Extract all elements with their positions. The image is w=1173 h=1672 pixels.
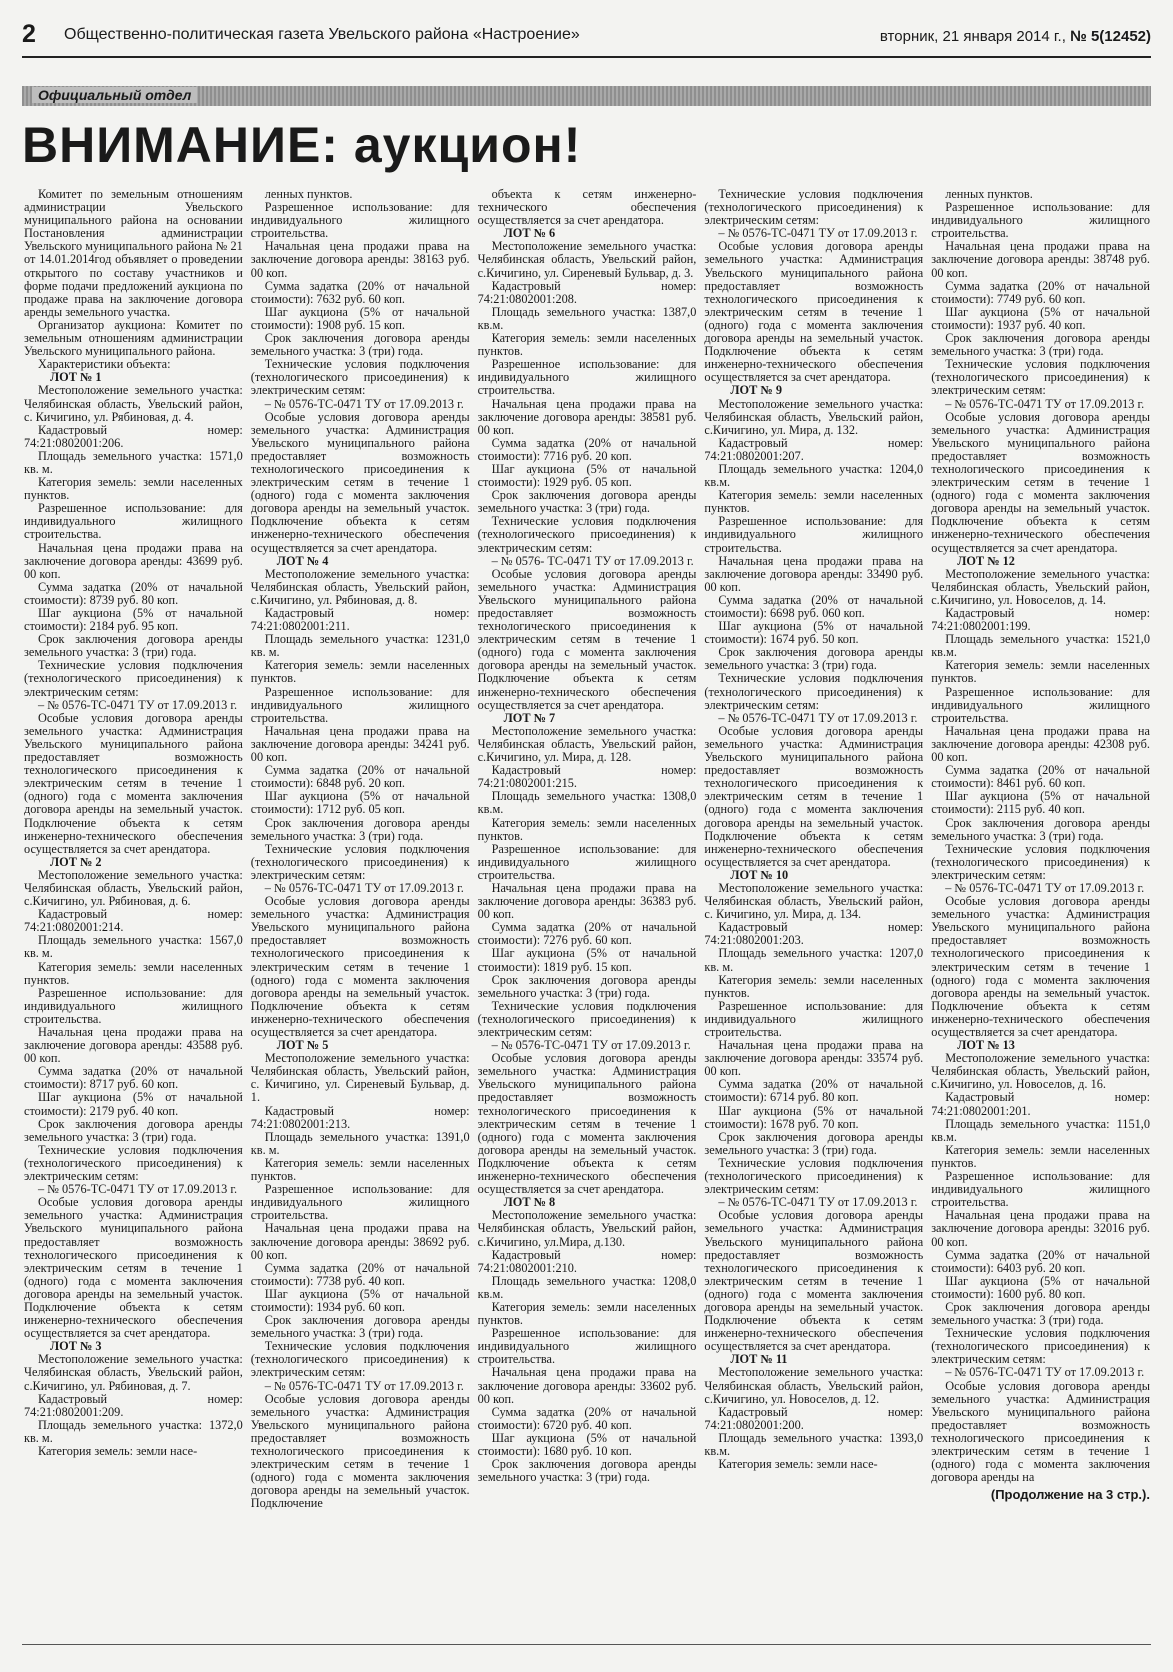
paragraph: Технические условия подключения (технологического присоединения) к электрическим сетям: — [704, 1155, 924, 1197]
paragraph: Начальная цена продажи права на заключение договора аренды: 43588 руб. 00 коп. — [24, 1025, 243, 1066]
paragraph: Особые условия договора аренды земельного участка: Администрация Увельского муниципального района предоставляет возможность технологического присоединения к электрическим сетям в течение 1 (одного) года с момента заключения договора аренды на земельный участок. Подключение объекта к сетям инженерно-технического обеспечения осуществляется за счет арендатора. — [477, 566, 697, 712]
paragraph: Разрешенное использование: для индивидуального жилищного строительства. — [704, 998, 924, 1039]
paragraph: Кадастровый номер: 74:21:0802001:209. — [24, 1391, 243, 1419]
paragraph: Особые условия договора аренды земельного участка: Администрация Увельского муниципального района предоставляет возможность технологического присоединения к электрическим сетям в течение 1 (одного) года с момента заключения договора аренды на земельный участок. Подключение объекта к сетям инженерно-технического обеспечения осуществляется за счет арендатора. — [931, 894, 1150, 1039]
paragraph: Местоположение земельного участка: Челябинская область, Увельский район, с.Кичигино, ул. Новоселов, д. 16. — [931, 1051, 1150, 1092]
paragraph: Разрешенное использование: для индивидуального жилищного строительства. — [477, 357, 697, 398]
column-2 — [251, 188, 470, 1636]
paragraph: Разрешенное использование: для индивидуального жилищного строительства. — [250, 684, 470, 725]
lot-heading: ЛОТ № 8 — [503, 1195, 556, 1210]
paragraph: Площадь земельного участка: 1387,0 кв.м. — [477, 304, 697, 332]
paragraph: Начальная цена продажи права на заключение договора аренды: 38692 руб. 00 коп. — [250, 1221, 470, 1262]
paragraph: – № 0576-ТС-0471 ТУ от 17.09.2013 г. — [491, 1038, 691, 1053]
lot-heading: ЛОТ № 5 — [276, 1038, 329, 1053]
paragraph: Кадастровый номер: 74:21:0802001:200. — [704, 1404, 924, 1432]
section-label: Официальный отдел — [32, 87, 197, 103]
paragraph: Сумма задатка (20% от начальной стоимости): 7632 руб. 60 коп. — [250, 278, 470, 306]
paragraph: Разрешенное использование: для индивидуального жилищного строительства. — [24, 985, 243, 1026]
paragraph: Площадь земельного участка: 1391,0 кв. м. — [250, 1129, 470, 1157]
paragraph: Шаг аукциона (5% от начальной стоимости): 1674 руб. 50 коп. — [704, 619, 924, 647]
paragraph: ленных пунктов. — [945, 188, 1033, 201]
lot-heading: ЛОТ № 12 — [957, 553, 1015, 568]
paragraph: Срок заключения договора аренды земельного участка: 3 (три) года. — [704, 645, 924, 673]
paragraph: Разрешенное использование: для индивидуального жилищного строительства. — [24, 501, 243, 542]
paragraph: Кадастровый номер: 74:21:0802001:199. — [931, 606, 1150, 634]
paragraph: Сумма задатка (20% от начальной стоимости): 6848 руб. 20 коп. — [250, 763, 470, 791]
section-bar — [22, 86, 1151, 106]
paragraph: Начальная цена продажи права на заключение договора аренды: 42308 руб. 00 коп. — [931, 723, 1150, 765]
paragraph: Срок заключения договора аренды земельного участка: 3 (три) года. — [931, 331, 1150, 359]
paragraph: Шаг аукциона (5% от начальной стоимости): 1937 руб. 40 коп. — [931, 304, 1150, 332]
paragraph: Местоположение земельного участка: Челябинская область, Увельский район, с.Кичигино, ул. Мира, д. 128. — [477, 723, 697, 765]
paragraph: Особые условия договора аренды земельного участка: Администрация Увельского муниципального района предоставляет возможность технологического присоединения к электрическим сетям в течение 1 (одного) года с момента заключения договора аренды на земельный участок. Подключение объекта к сетям инженерно-технического обеспечения осуществляется за счет арендатора. — [24, 1195, 243, 1341]
paragraph: Сумма задатка (20% от начальной стоимости): 6720 руб. 40 коп. — [477, 1404, 697, 1432]
paragraph: Категория земель: земли населенных пунктов. — [477, 815, 697, 843]
paragraph: Начальная цена продажи права на заключение договора аренды: 34241 руб. 00 коп. — [250, 723, 470, 765]
paragraph: Начальная цена продажи права на заключение договора аренды: 38748 руб. 00 коп. — [931, 239, 1150, 280]
paragraph: Технические условия подключения (технологического присоединения) к электрическим сетям: — [477, 998, 697, 1039]
paragraph: Особые условия договора аренды земельного участка: Администрация Увельского муниципального района предоставляет возможность технологического присоединения к электрическим сетям в течение 1 (одного) года с момента заключения договора аренды на земельный участок. Подключение объекта к сетям инженерно-технического обеспечения осуществляется за счет арендатора. — [704, 239, 924, 385]
paragraph: Кадастровый номер: 74:21:0802001:211. — [250, 606, 470, 634]
paragraph: Технические условия подключения (технологического присоединения) к электрическим сетям: — [250, 841, 470, 882]
paragraph: Сумма задатка (20% от начальной стоимости): 7749 руб. 60 коп. — [931, 278, 1150, 306]
paragraph: Категория земель: земли насе- — [38, 1444, 198, 1458]
paragraph: Категория земель: земли населенных пунктов. — [24, 959, 243, 987]
paragraph: Технические условия подключения (технологического присоединения) к электрическим сетям: — [931, 1326, 1150, 1367]
paragraph: Технические условия подключения (технологического присоединения) к электрическим сетям: — [931, 841, 1150, 882]
paragraph: Технические условия подключения (технологического присоединения) к электрическим сетям: — [931, 357, 1150, 398]
paragraph: Шаг аукциона (5% от начальной стоимости): 1908 руб. 15 коп. — [250, 304, 470, 332]
paragraph: Шаг аукциона (5% от начальной стоимости): 1819 руб. 15 коп. — [477, 946, 697, 974]
issue-number: № 5(12452) — [1070, 28, 1151, 45]
issue-info — [880, 28, 1151, 45]
paragraph: – № 0576-ТС-0471 ТУ от 17.09.2013 г. — [718, 226, 918, 241]
paragraph: Местоположение земельного участка: Челябинская область, Увельский район, с.Кичигино, ул. Мира, д. 132. — [704, 396, 924, 437]
lot-heading: ЛОТ № 11 — [730, 1352, 788, 1367]
paragraph: Шаг аукциона (5% от начальной стоимости): 1680 руб. 10 коп. — [477, 1430, 697, 1458]
paragraph: Сумма задатка (20% от начальной стоимости): 8739 руб. 80 коп. — [24, 579, 243, 607]
paragraph: Особые условия договора аренды земельного участка: Администрация Увельского муниципального района предоставляет возможность технологического присоединения к электрическим сетям в течение 1 (одного) года с момента заключения договора аренды на — [931, 1378, 1150, 1485]
paragraph: Особые условия договора аренды земельного участка: Администрация Увельского муниципального района предоставляет возможность технологического присоединения к электрическим сетям в течение 1 (одного) года с момента заключения договора аренды на земельный участок. Подключение — [250, 1391, 470, 1511]
paragraph: Организатор аукциона: Комитет по земельным отношениям администрации Увельского муниципального района. — [24, 317, 243, 359]
article-columns — [24, 188, 1150, 1636]
paragraph: Категория земель: земли населенных пунктов. — [250, 1155, 470, 1184]
paragraph: – № 0576-ТС-0471 ТУ от 17.09.2013 г. — [264, 880, 464, 895]
lot-heading: ЛОТ № 6 — [503, 226, 556, 241]
paragraph: Кадастровый номер: 74:21:0802001:206. — [24, 422, 243, 450]
paragraph: Особые условия договора аренды земельного участка: Администрация Увельского муниципального района предоставляет возможность технологического присоединения к электрическим сетям в течение 1 (одного) года с момента заключения договора аренды на земельный участок. Подключение объекта к сетям инженерно-технического обеспечения осуществляется за счет арендатора. — [477, 1051, 697, 1197]
paragraph: Кадастровый номер: 74:21:0802001:203. — [704, 920, 924, 948]
continuation-note: (Продолжение на 3 стр.). — [990, 1487, 1150, 1503]
paragraph: Шаг аукциона (5% от начальной стоимости): 1934 руб. 60 коп. — [250, 1286, 470, 1314]
page-header — [22, 14, 1151, 58]
paragraph: Разрешенное использование: для индивидуального жилищного строительства. — [250, 200, 470, 241]
paragraph: Кадастровый номер: 74:21:0802001:201. — [931, 1090, 1150, 1118]
paragraph: Местоположение земельного участка: Челябинская область, Увельский район, с.Кичигино, ул. Рябиновая, д. 8. — [250, 566, 470, 607]
paragraph: Сумма задатка (20% от начальной стоимости): 7738 руб. 40 коп. — [250, 1260, 470, 1288]
paragraph: – № 0576-ТС-0471 ТУ от 17.09.2013 г. — [264, 1378, 464, 1393]
paragraph: Срок заключения договора аренды земельного участка: 3 (три) года. — [250, 1313, 470, 1341]
paragraph: Технические условия подключения (технологического присоединения) к электрическим сетям: — [24, 1142, 243, 1184]
paragraph: – № 0576-ТС-0471 ТУ от 17.09.2013 г. — [38, 1182, 238, 1197]
paragraph: Особые условия договора аренды земельного участка: Администрация Увельского муниципального района предоставляет возможность технологического присоединения к электрическим сетям в течение 1 (одного) года с момента заключения договора аренды на земельный участок. Подключение объекта к сетям инженерно-технического обеспечения осуществляется за счет арендатора. — [24, 710, 243, 856]
column-3 — [478, 188, 697, 1636]
paragraph: Разрешенное использование: для индивидуального жилищного строительства. — [704, 514, 924, 555]
paragraph: – № 0576-ТС-0471 ТУ от 17.09.2013 г. — [945, 1365, 1145, 1380]
paragraph: Местоположение земельного участка: Челябинская область, Увельский район, с.Кичигино, ул. Рябиновая, д. 6. — [24, 867, 243, 909]
paragraph: Сумма задатка (20% от начальной стоимости): 8717 руб. 60 коп. — [24, 1064, 243, 1092]
lot-heading: ЛОТ № 1 — [50, 370, 102, 385]
paragraph: Особые условия договора аренды земельного участка: Администрация Увельского муниципального района предоставляет возможность технологического присоединения к электрическим сетям в течение 1 (одного) года с момента заключения договора аренды на земельный участок. Подключение объекта к сетям инженерно-технического обеспечения осуществляется за счет арендатора. — [250, 409, 470, 555]
lot-heading: ЛОТ № 10 — [730, 867, 789, 882]
paragraph: Шаг аукциона (5% от начальной стоимости): 2184 руб. 95 коп. — [24, 606, 243, 634]
paragraph: Технические условия подключения (технологического присоединения) к электрическим сетям: — [250, 1339, 470, 1380]
paragraph: Начальная цена продажи права на заключение договора аренды: 33602 руб. 00 коп. — [477, 1365, 697, 1406]
paragraph: Сумма задатка (20% от начальной стоимости): 6403 руб. 20 коп. — [931, 1247, 1150, 1275]
paragraph: Местоположение земельного участка: Челябинская область, Увельский район, с.Кичигино, ул. Новоселов, д. 14. — [931, 566, 1150, 607]
paragraph: объекта к сетям инженерно-технического обеспечения осуществляется за счет арендатора. — [477, 188, 697, 228]
paragraph: – № 0576-ТС-0471 ТУ от 17.09.2013 г. — [264, 396, 464, 411]
paragraph: Сумма задатка (20% от начальной стоимости): 7276 руб. 60 коп. — [477, 920, 697, 948]
paragraph: Площадь земельного участка: 1208,0 кв.м. — [477, 1273, 697, 1301]
paragraph: Категория земель: земли населенных пунктов. — [477, 331, 697, 359]
footer-rule — [22, 1644, 1151, 1645]
column-4 — [704, 188, 923, 1636]
paragraph: Сумма задатка (20% от начальной стоимости): 6714 руб. 80 коп. — [704, 1077, 924, 1105]
paragraph: Срок заключения договора аренды земельного участка: 3 (три) года. — [24, 632, 243, 660]
paragraph: Разрешенное использование: для индивидуального жилищного строительства. — [931, 684, 1150, 725]
paragraph: Начальная цена продажи права на заключение договора аренды: 33574 руб. 00 коп. — [704, 1038, 924, 1079]
paragraph: Начальная цена продажи права на заключение договора аренды: 33490 руб. 00 коп. — [704, 553, 924, 594]
paragraph: Площадь земельного участка: 1521,0 кв.м. — [931, 632, 1150, 660]
paragraph: – № 0576-ТС-0471 ТУ от 17.09.2013 г. — [945, 396, 1145, 411]
paragraph: Площадь земельного участка: 1372,0 кв. м. — [24, 1417, 243, 1445]
paragraph: ленных пунктов. — [264, 188, 353, 201]
paragraph: Особые условия договора аренды земельного участка: Администрация Увельского муниципального района предоставляет возможность технологического присоединения к электрическим сетям в течение 1 (одного) года с момента заключения договора аренды на земельный участок. Подключение объекта к сетям инженерно-технического обеспечения осуществляется за счет арендатора. — [250, 894, 470, 1039]
paragraph: Местоположение земельного участка: Челябинская область, Увельский район, с. Кичигино, ул. Рябиновая, д. 4. — [24, 383, 243, 424]
paragraph: Шаг аукциона (5% от начальной стоимости): 1600 руб. 80 коп. — [931, 1273, 1150, 1301]
lot-heading: ЛОТ № 9 — [730, 383, 782, 398]
paragraph: Особые условия договора аренды земельного участка: Администрация Увельского муниципального района предоставляет возможность технологического присоединения к электрическим сетям в течение 1 (одного) года с момента заключения договора аренды на земельный участок. Подключение объекта к сетям инженерно-технического обеспечения осуществляется за счет арендатора. — [704, 1208, 924, 1354]
paragraph: – № 0576- ТС-0471 ТУ от 17.09.2013 г. — [491, 553, 694, 568]
paragraph: Срок заключения договора аренды земельного участка: 3 (три) года. — [24, 1116, 243, 1144]
paragraph: Местоположение земельного участка: Челябинская область, Увельский район, с. Кичигино, ул. Мира, д. 134. — [704, 880, 924, 922]
paragraph: Разрешенное использование: для индивидуального жилищного строительства. — [931, 200, 1150, 241]
paragraph: Разрешенное использование: для индивидуального жилищного строительства. — [250, 1182, 470, 1223]
headline: ВНИМАНИЕ: аукцион! — [22, 117, 582, 173]
paragraph: Особые условия договора аренды земельного участка: Администрация Увельского муниципального района предоставляет возможность технологического присоединения к электрическим сетям в течение 1 (одного) года с момента заключения договора аренды на земельный участок. Подключение объекта к сетям инженерно-технического обеспечения осуществляется за счет арендатора. — [931, 409, 1150, 555]
paragraph: Кадастровый номер: 74:21:0802001:213. — [250, 1103, 470, 1131]
paragraph: Категория земель: земли населенных пунктов. — [704, 972, 924, 1000]
paragraph: – № 0576-ТС-0471 ТУ от 17.09.2013 г. — [38, 697, 238, 712]
paragraph: Кадастровый номер: 74:21:0802001:215. — [477, 763, 697, 791]
paragraph: Особые условия договора аренды земельного участка: Администрация Увельского муниципального района предоставляет возможность технологического присоединения к электрическим сетям в течение 1 (одного) года с момента заключения договора аренды на земельный участок. Подключение объекта к сетям инженерно-технического обеспечения осуществляется за счет арендатора. — [704, 723, 924, 869]
paragraph: Площадь земельного участка: 1204,0 кв.м. — [704, 461, 924, 490]
paragraph: Комитет по земельным отношениям администрации Увельского муниципального района на основании Постановления администрации Увельского муниципального района № 21 от 14.01.2014год объявляет о проведении открытого по составу участников и форме подачи предложений аукциона по продаже права на заключение договора аренды земельного участка. — [24, 188, 243, 319]
lot-heading: ЛОТ № 2 — [50, 854, 102, 869]
paragraph: Характеристики объекта: — [38, 357, 171, 372]
paragraph: Категория земель: земли насе- — [718, 1457, 878, 1472]
paragraph: Категория земель: земли населенных пунктов. — [24, 475, 243, 503]
paragraph: Сумма задатка (20% от начальной стоимости): 8461 руб. 60 коп. — [931, 763, 1150, 791]
paragraph: Шаг аукциона (5% от начальной стоимости): 2179 руб. 40 коп. — [24, 1090, 243, 1118]
paragraph: Категория земель: земли населенных пунктов. — [931, 1142, 1150, 1170]
paragraph: Кадастровый номер: 74:21:0802001:210. — [477, 1247, 697, 1275]
paragraph: Технические условия подключения (технологического присоединения) к электрическим сетям: — [704, 188, 924, 228]
paragraph: Местоположение земельного участка: Челябинская область, Увельский район, с.Кичигино, ул. Сиреневый Бульвар, д. 3. — [477, 239, 697, 280]
paragraph: Срок заключения договора аренды земельного участка: 3 (три) года. — [931, 815, 1150, 843]
paragraph: Разрешенное использование: для индивидуального жилищного строительства. — [477, 841, 697, 882]
paragraph: Местоположение земельного участка: Челябинская область, Увельский район, с. Кичигино, ул. Сиреневый Бульвар, д. 1. — [250, 1051, 470, 1105]
paragraph: Разрешенное использование: для индивидуального жилищного строительства. — [477, 1326, 697, 1367]
newspaper-name: Общественно-политическая газета Увельского района «Настроение» — [64, 26, 580, 43]
paragraph: Кадастровый номер: 74:21:0802001:207. — [704, 435, 924, 463]
lot-heading: ЛОТ № 13 — [957, 1038, 1015, 1053]
paragraph: Срок заключения договора аренды земельного участка: 3 (три) года. — [477, 488, 697, 516]
paragraph: Площадь земельного участка: 1231,0 кв. м. — [250, 632, 470, 660]
paragraph: Начальная цена продажи права на заключение договора аренды: 38163 руб. 00 коп. — [250, 239, 470, 280]
paragraph: Начальная цена продажи права на заключение договора аренды: 32016 руб. 00 коп. — [931, 1208, 1150, 1249]
paragraph: Местоположение земельного участка: Челябинская область, Увельский район, с.Кичигино, ул. Рябиновая, д. 7. — [24, 1352, 243, 1393]
paragraph: – № 0576-ТС-0471 ТУ от 17.09.2013 г. — [718, 710, 918, 725]
paragraph: Сумма задатка (20% от начальной стоимости): 7716 руб. 20 коп. — [477, 435, 697, 463]
column-5 — [931, 188, 1150, 1636]
paragraph: Срок заключения договора аренды земельного участка: 3 (три) года. — [250, 331, 470, 359]
paragraph: Срок заключения договора аренды земельного участка: 3 (три) года. — [477, 972, 697, 1000]
paragraph: Категория земель: земли населенных пунктов. — [931, 658, 1150, 686]
paragraph: Шаг аукциона (5% от начальной стоимости): 2115 руб. 40 коп. — [931, 789, 1150, 817]
column-1 — [24, 188, 243, 1636]
paragraph: Категория земель: земли населенных пунктов. — [477, 1299, 697, 1328]
paragraph: Местоположение земельного участка: Челябинская область, Увельский район, с.Кичигино, ул.Мира, д.130. — [477, 1208, 697, 1249]
paragraph: Площадь земельного участка: 1393,0 кв.м. — [704, 1430, 924, 1458]
paragraph: Кадастровый номер: 74:21:0802001:208. — [477, 278, 697, 306]
paragraph: Площадь земельного участка: 1207,0 кв. м. — [704, 946, 924, 974]
paragraph: Технические условия подключения (технологического присоединения) к электрическим сетям: — [24, 658, 243, 699]
paragraph: Шаг аукциона (5% от начальной стоимости): 1712 руб. 05 коп. — [250, 789, 470, 817]
paragraph: Категория земель: земли населенных пунктов. — [704, 488, 924, 516]
paragraph: Площадь земельного участка: 1308,0 кв.м. — [477, 789, 697, 817]
paragraph: Разрешенное использование: для индивидуального жилищного строительства. — [931, 1169, 1150, 1210]
paragraph: Шаг аукциона (5% от начальной стоимости): 1678 руб. 70 коп. — [704, 1103, 924, 1131]
paragraph: Срок заключения договора аренды земельного участка: 3 (три) года. — [931, 1299, 1150, 1328]
paragraph: Площадь земельного участка: 1571,0 кв. м. — [24, 448, 243, 476]
lot-heading: ЛОТ № 7 — [503, 710, 556, 725]
paragraph: Начальная цена продажи права на заключение договора аренды: 36383 руб. 00 коп. — [477, 880, 697, 922]
paragraph: Категория земель: земли населенных пунктов. — [250, 658, 470, 686]
paragraph: Местоположение земельного участка: Челябинская область, Увельский район, с.Кичигино, ул. Новоселов, д. 12. — [704, 1365, 924, 1406]
paragraph: Шаг аукциона (5% от начальной стоимости): 1929 руб. 05 коп. — [477, 461, 697, 490]
paragraph: Срок заключения договора аренды земельного участка: 3 (три) года. — [477, 1457, 697, 1485]
paragraph: – № 0576-ТС-0471 ТУ от 17.09.2013 г. — [945, 880, 1145, 895]
paragraph: – № 0576-ТС-0471 ТУ от 17.09.2013 г. — [718, 1195, 918, 1210]
paragraph: Кадастровый номер: 74:21:0802001:214. — [24, 907, 243, 935]
paragraph: Технические условия подключения (технологического присоединения) к электрическим сетям: — [477, 514, 697, 555]
paragraph: Сумма задатка (20% от начальной стоимости): 6698 руб. 060 коп. — [704, 592, 924, 620]
lot-heading: ЛОТ № 4 — [276, 553, 329, 568]
paragraph: Начальная цена продажи права на заключение договора аренды: 38581 руб. 00 коп. — [477, 396, 697, 437]
paragraph: Срок заключения договора аренды земельного участка: 3 (три) года. — [250, 815, 470, 843]
issue-date: вторник, 21 января 2014 г., — [879, 28, 1066, 45]
paragraph: Срок заключения договора аренды земельного участка: 3 (три) года. — [704, 1129, 924, 1157]
paragraph: Площадь земельного участка: 1567,0 кв. м. — [24, 933, 243, 961]
paragraph: Технические условия подключения (технологического присоединения) к электрическим сетям: — [250, 357, 470, 398]
page-number: 2 — [22, 20, 36, 48]
paragraph: Площадь земельного участка: 1151,0 кв.м. — [931, 1116, 1150, 1144]
paragraph: Технические условия подключения (технологического присоединения) к электрическим сетям: — [704, 671, 924, 712]
paragraph: Начальная цена продажи права на заключение договора аренды: 43699 руб. 00 коп. — [24, 540, 243, 581]
lot-heading: ЛОТ № 3 — [50, 1339, 102, 1354]
